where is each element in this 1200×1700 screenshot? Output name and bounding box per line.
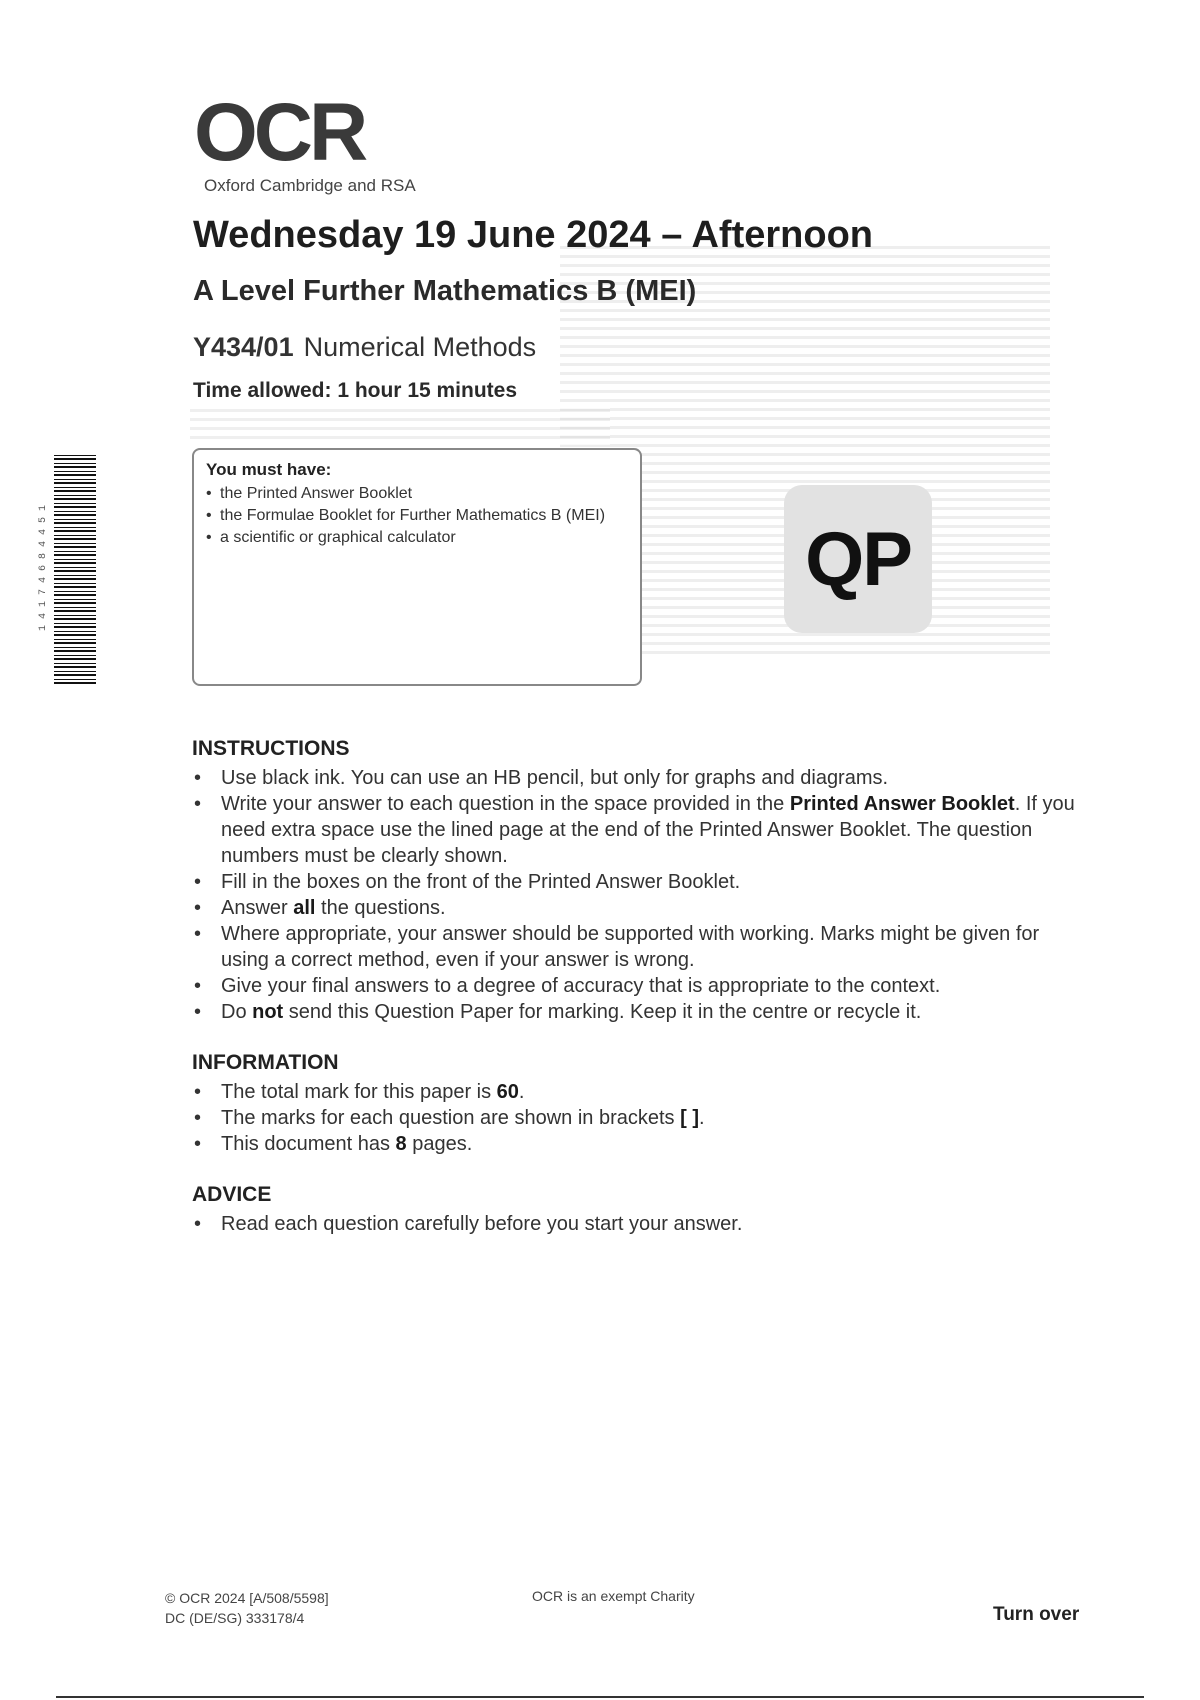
footer-divider [56,1696,1144,1698]
information-item: • This document has 8 pages. [192,1131,1081,1157]
instruction-item: • Fill in the boxes on the front of the Printed Answer Booklet. [192,869,1081,895]
exam-date: Wednesday 19 June 2024 – Afternoon [193,214,874,256]
qp-badge-text: QP [805,516,911,602]
instruction-item: • Use black ink. You can use an HB pencil, but only for graphs and diagrams. [192,765,1081,791]
instruction-item: • Where appropriate, your answer should be supported with working. Marks might be given for using a correct method, even if your answer is wrong. [192,921,1081,973]
background-code-pattern-left [190,405,610,445]
logo-mark: OCR [194,87,365,178]
barcode-image [54,452,96,684]
instruction-item: • Do not send this Question Paper for marking. Keep it in the centre or recycle it. [192,999,1081,1025]
must-have-item: • a scientific or graphical calculator [206,527,628,549]
instructions-list [192,765,1081,1025]
information-heading: INFORMATION [192,1051,339,1074]
document-code: DC (DE/SG) 333178/4 [165,1610,305,1626]
information-section [192,1051,1081,1157]
information-list [192,1079,1081,1157]
must-have-item: • the Formulae Booklet for Further Mathematics B (MEI) [206,505,628,527]
instruction-item: • Write your answer to each question in the space provided in the Printed Answer Booklet. If you need extra space use the lined page at the end of the Printed Answer Booklet. The question numbers must be clearly shown. [192,791,1081,869]
barcode-digits: 1 4 1 7 4 6 8 4 4 5 1 [38,504,49,632]
time-allowed: Time allowed: 1 hour 15 minutes [193,379,518,402]
must-have-title: You must have: [206,460,332,479]
turn-over-label: Turn over [993,1604,1080,1625]
qualification-title: A Level Further Mathematics B (MEI) [193,275,697,307]
instruction-item: • Give your final answers to a degree of accuracy that is appropriate to the context. [192,973,1081,999]
advice-section [192,1183,1081,1237]
copyright-line: © OCR 2024 [A/508/5598] [165,1590,329,1606]
advice-list [192,1211,1081,1237]
you-must-have-box [192,448,642,686]
instructions-section [192,737,1081,1025]
ocr-logo [194,87,416,196]
information-item: • The total mark for this paper is 60. [192,1079,1081,1105]
footer-codes [165,1588,329,1628]
must-have-list [206,483,628,549]
paper-line [193,332,536,363]
must-have-item: • the Printed Answer Booklet [206,483,628,505]
instructions-heading: INSTRUCTIONS [192,737,350,760]
paper-code: Y434/01 [193,332,294,362]
instruction-item: • Answer all the questions. [192,895,1081,921]
information-item: • The marks for each question are shown in brackets [ ]. [192,1105,1081,1131]
advice-item: • Read each question carefully before you start your answer. [192,1211,1081,1237]
charity-notice: OCR is an exempt Charity [532,1588,695,1604]
paper-title: Numerical Methods [303,332,537,362]
advice-heading: ADVICE [192,1183,272,1206]
logo-tagline: Oxford Cambridge and RSA [204,176,416,195]
qp-badge [784,485,932,633]
